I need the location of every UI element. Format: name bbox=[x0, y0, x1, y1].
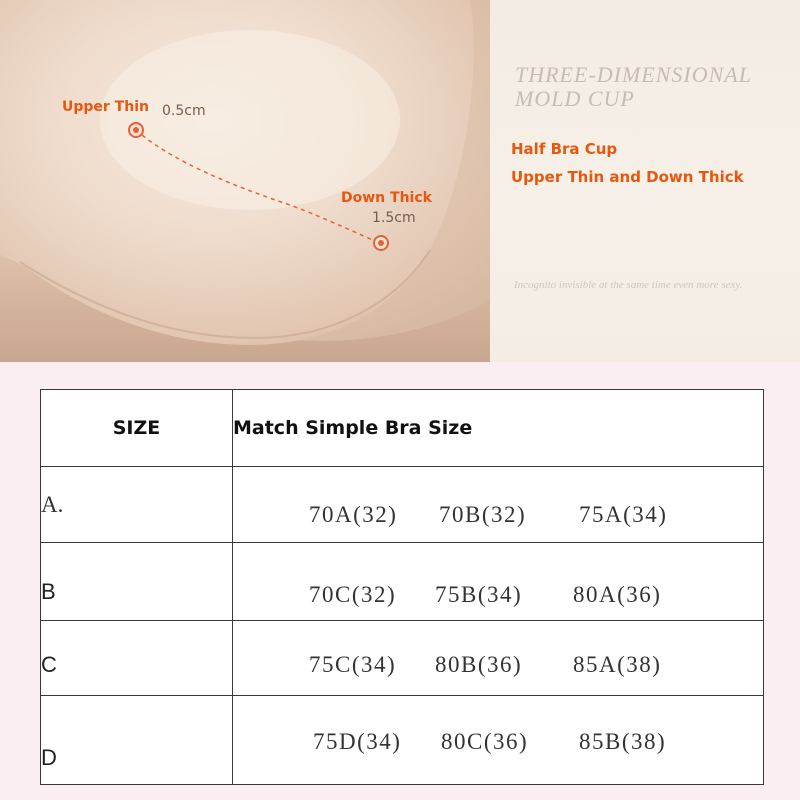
heading-line-2: MOLD CUP bbox=[515, 86, 635, 111]
table-row bbox=[41, 467, 764, 543]
match-size: 80A(36) bbox=[573, 581, 662, 607]
upper-thin-label: Upper Thin bbox=[62, 99, 149, 115]
size-cell: B bbox=[41, 543, 233, 621]
match-size: 75B(34) bbox=[435, 581, 523, 607]
match-size: 85A(38) bbox=[573, 652, 662, 677]
size-cell: C bbox=[41, 621, 233, 696]
down-thick-label: Down Thick bbox=[341, 190, 432, 206]
match-size: 80C(36) bbox=[441, 729, 529, 754]
match-size: 75C(34) bbox=[309, 652, 397, 677]
feature-half-cup: Half Bra Cup bbox=[511, 140, 618, 158]
match-size: 70B(32) bbox=[439, 501, 527, 527]
upper-thin-value: 0.5cm bbox=[162, 103, 206, 119]
match-size: 85B(38) bbox=[579, 729, 667, 754]
match-size: 70A(32) bbox=[309, 501, 398, 527]
product-tagline: Incognito invisible at the same time even more sexy. bbox=[514, 279, 743, 291]
match-size: 80B(36) bbox=[435, 652, 523, 677]
match-cell bbox=[233, 621, 764, 696]
match-cell bbox=[233, 696, 764, 785]
product-heading bbox=[515, 63, 800, 111]
table-row bbox=[41, 543, 764, 621]
size-cell: A. bbox=[41, 467, 233, 543]
match-column-header: Match Simple Bra Size bbox=[233, 390, 764, 467]
size-cell: D bbox=[41, 696, 233, 785]
down-thick-value: 1.5cm bbox=[372, 210, 416, 226]
heading-line-1: THREE-DIMENSIONAL bbox=[515, 62, 752, 87]
size-column-header: SIZE bbox=[41, 390, 233, 467]
match-size: 75D(34) bbox=[313, 729, 402, 754]
size-chart-table bbox=[40, 389, 764, 785]
bra-cup-image bbox=[0, 0, 490, 362]
match-cell bbox=[233, 467, 764, 543]
product-banner bbox=[0, 0, 800, 362]
match-size: 75A(34) bbox=[579, 501, 668, 527]
table-row bbox=[41, 696, 764, 785]
match-cell bbox=[233, 543, 764, 621]
table-header-row bbox=[41, 390, 764, 467]
feature-thickness: Upper Thin and Down Thick bbox=[511, 168, 744, 186]
match-size: 70C(32) bbox=[309, 581, 397, 607]
table-row bbox=[41, 621, 764, 696]
